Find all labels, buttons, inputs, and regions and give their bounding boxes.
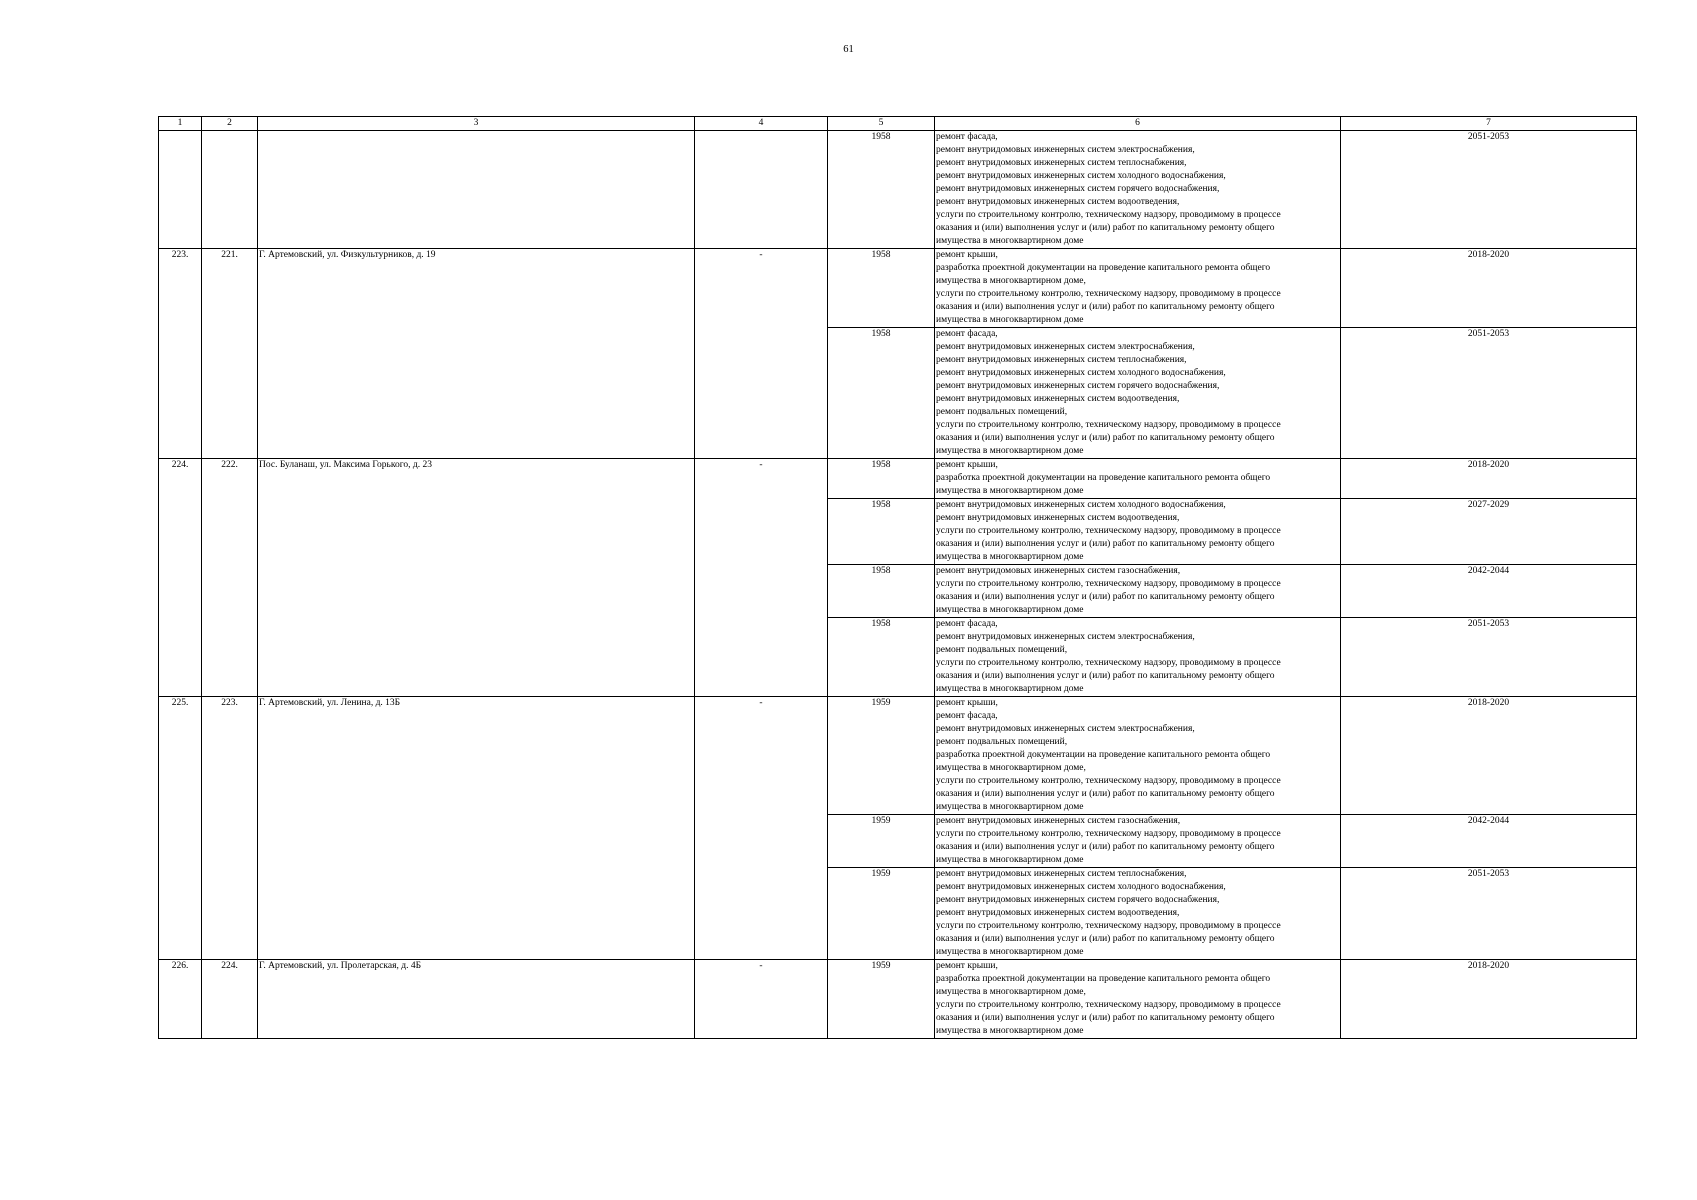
period-cell: 2051-2053 (1341, 328, 1637, 459)
column-4-cell: - (695, 249, 828, 459)
period-cell: 2051-2053 (1341, 618, 1637, 697)
row-number-cell: 223. (159, 249, 202, 459)
year-cell: 1958 (828, 328, 935, 459)
address-cell: Г. Артемовский, ул. Ленина, д. 13Б (258, 697, 695, 960)
repair-schedule-table (158, 116, 1637, 1039)
row-number-cell (159, 131, 202, 249)
page-number: 61 (843, 44, 854, 55)
period-cell: 2018-2020 (1341, 960, 1637, 1039)
address-cell: Г. Артемовский, ул. Физкультурников, д. 19 (258, 249, 695, 459)
year-cell: 1958 (828, 459, 935, 499)
period-cell: 2027-2029 (1341, 499, 1637, 565)
year-cell: 1959 (828, 815, 935, 868)
house-number-cell: 222. (202, 459, 258, 697)
period-cell: 2051-2053 (1341, 868, 1637, 960)
column-4-cell (695, 131, 828, 249)
address-cell: Пос. Буланаш, ул. Максима Горького, д. 23 (258, 459, 695, 697)
column-4-cell: - (695, 459, 828, 697)
year-cell: 1959 (828, 960, 935, 1039)
works-cell: ремонт крыши, разработка проектной документации на проведение капитального ремонта общего имущества в многоквартирном доме, услуги по строительному контролю, техническому надзору, проводимому в процессе оказания и (или) выполнения услуг и (или) работ по капитальному ремонту общего имущества в многоквартирном доме (935, 960, 1341, 1039)
column-header-4: 4 (695, 117, 828, 131)
table-body (159, 131, 1637, 1039)
address-cell: Г. Артемовский, ул. Пролетарская, д. 4Б (258, 960, 695, 1039)
period-cell: 2018-2020 (1341, 459, 1637, 499)
year-cell: 1958 (828, 131, 935, 249)
column-header-1: 1 (159, 117, 202, 131)
year-cell: 1959 (828, 868, 935, 960)
column-header-5: 5 (828, 117, 935, 131)
column-header-3: 3 (258, 117, 695, 131)
row-number-cell: 226. (159, 960, 202, 1039)
works-cell: ремонт крыши, разработка проектной документации на проведение капитального ремонта общего имущества в многоквартирном доме (935, 459, 1341, 499)
year-cell: 1959 (828, 697, 935, 815)
column-header-7: 7 (1341, 117, 1637, 131)
year-cell: 1958 (828, 618, 935, 697)
works-cell: ремонт крыши, разработка проектной документации на проведение капитального ремонта общего имущества в многоквартирном доме, услуги по строительному контролю, техническому надзору, проводимому в процессе оказания и (или) выполнения услуг и (или) работ по капитальному ремонту общего имущества в многоквартирном доме (935, 249, 1341, 328)
house-number-cell: 221. (202, 249, 258, 459)
table-row (159, 960, 1637, 1039)
year-cell: 1958 (828, 499, 935, 565)
works-cell: ремонт внутридомовых инженерных систем теплоснабжения, ремонт внутридомовых инженерных систем холодного водоснабжения, ремонт внутридомовых инженерных систем горячего водоснабжения, ремонт внутридомовых инженерных систем водоотведения, услуги по строительному контролю, техническому надзору, проводимому в процессе оказания и (или) выполнения услуг и (или) работ по капитальному ремонту общего имущества в многоквартирном доме (935, 868, 1341, 960)
house-number-cell: 224. (202, 960, 258, 1039)
table-row (159, 131, 1637, 249)
works-cell: ремонт фасада, ремонт внутридомовых инженерных систем электроснабжения, ремонт подвальных помещений, услуги по строительному контролю, техническому надзору, проводимому в процессе оказания и (или) выполнения услуг и (или) работ по капитальному ремонту общего имущества в многоквартирном доме (935, 618, 1341, 697)
works-cell: ремонт фасада, ремонт внутридомовых инженерных систем электроснабжения, ремонт внутридомовых инженерных систем теплоснабжения, ремонт внутридомовых инженерных систем холодного водоснабжения, ремонт внутридомовых инженерных систем горячего водоснабжения, ремонт внутридомовых инженерных систем водоотведения, услуги по строительному контролю, техническому надзору, проводимому в процессе оказания и (или) выполнения услуг и (или) работ по капитальному ремонту общего имущества в многоквартирном доме (935, 131, 1341, 249)
house-number-cell: 223. (202, 697, 258, 960)
works-cell: ремонт крыши, ремонт фасада, ремонт внутридомовых инженерных систем электроснабжения, ремонт подвальных помещений, разработка проектной документации на проведение капитального ремонта общего имущества в многоквартирном доме, услуги по строительному контролю, техническому надзору, проводимому в процессе оказания и (или) выполнения услуг и (или) работ по капитальному ремонту общего имущества в многоквартирном доме (935, 697, 1341, 815)
column-header-2: 2 (202, 117, 258, 131)
year-cell: 1958 (828, 565, 935, 618)
period-cell: 2042-2044 (1341, 565, 1637, 618)
row-number-cell: 225. (159, 697, 202, 960)
house-number-cell (202, 131, 258, 249)
row-number-cell: 224. (159, 459, 202, 697)
works-cell: ремонт внутридомовых инженерных систем газоснабжения, услуги по строительному контролю, техническому надзору, проводимому в процессе оказания и (или) выполнения услуг и (или) работ по капитальному ремонту общего имущества в многоквартирном доме (935, 815, 1341, 868)
period-cell: 2051-2053 (1341, 131, 1637, 249)
table-row (159, 459, 1637, 499)
column-4-cell: - (695, 697, 828, 960)
period-cell: 2018-2020 (1341, 697, 1637, 815)
table-row (159, 249, 1637, 328)
column-4-cell: - (695, 960, 828, 1039)
address-cell (258, 131, 695, 249)
works-cell: ремонт внутридомовых инженерных систем газоснабжения, услуги по строительному контролю, техническому надзору, проводимому в процессе оказания и (или) выполнения услуг и (или) работ по капитальному ремонту общего имущества в многоквартирном доме (935, 565, 1341, 618)
period-cell: 2018-2020 (1341, 249, 1637, 328)
column-header-6: 6 (935, 117, 1341, 131)
period-cell: 2042-2044 (1341, 815, 1637, 868)
header-row (159, 117, 1637, 131)
table-row (159, 697, 1637, 815)
works-cell: ремонт фасада, ремонт внутридомовых инженерных систем электроснабжения, ремонт внутридомовых инженерных систем теплоснабжения, ремонт внутридомовых инженерных систем холодного водоснабжения, ремонт внутридомовых инженерных систем горячего водоснабжения, ремонт внутридомовых инженерных систем водоотведения, ремонт подвальных помещений, услуги по строительному контролю, техническому надзору, проводимому в процессе оказания и (или) выполнения услуг и (или) работ по капитальному ремонту общего имущества в многоквартирном доме (935, 328, 1341, 459)
year-cell: 1958 (828, 249, 935, 328)
works-cell: ремонт внутридомовых инженерных систем холодного водоснабжения, ремонт внутридомовых инженерных систем водоотведения, услуги по строительному контролю, техническому надзору, проводимому в процессе оказания и (или) выполнения услуг и (или) работ по капитальному ремонту общего имущества в многоквартирном доме (935, 499, 1341, 565)
